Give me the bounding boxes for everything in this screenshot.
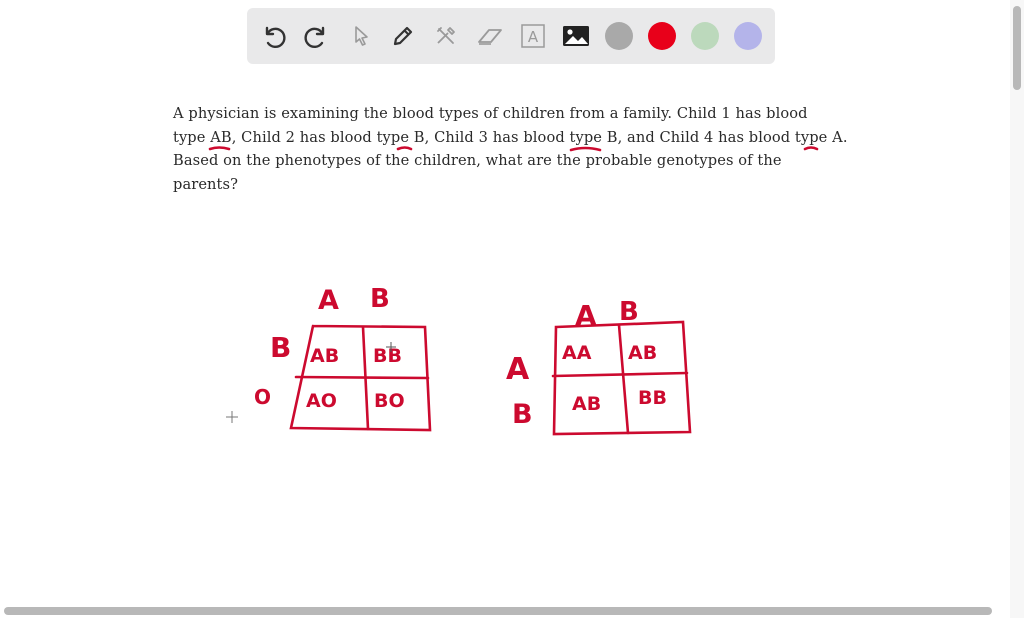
right-punnett-hline [553, 373, 687, 376]
right-side-allele-1: A [506, 352, 530, 387]
highlight-ab: AB [210, 128, 232, 146]
svg-text:A: A [527, 28, 539, 46]
left-cell-3: AO [306, 390, 337, 412]
question-line-1: A physician is examining the blood types of children from a family. Child 1 has blood [173, 105, 808, 122]
right-cell-2: AB [628, 342, 658, 364]
underline-a [805, 148, 817, 150]
underline-ab [210, 148, 229, 150]
horizontal-scrollbar-thumb[interactable] [4, 607, 992, 615]
highlight-a: A [832, 128, 843, 146]
underline-b-2 [571, 148, 600, 150]
highlight-type-b-1: type B [376, 128, 425, 146]
underline-b-1 [398, 148, 411, 150]
question-line-2: type AB, Child 2 has blood type B, Child 3 has blood type B, and Child 4 has blood type A. [173, 128, 848, 146]
left-top-allele-1: A [318, 285, 339, 316]
plus-cursor-icon [225, 410, 239, 424]
vertical-scrollbar-thumb[interactable] [1013, 6, 1021, 90]
right-cell-3: AB [572, 393, 602, 415]
left-side-allele-2: O [254, 385, 272, 409]
left-punnett-hline [296, 377, 428, 378]
question-line-3: Based on the phenotypes of the children, what are the probable genotypes of the [173, 152, 782, 169]
right-punnett-vline [619, 325, 628, 433]
right-cell-4: BB [638, 387, 667, 409]
right-side-allele-2: B [512, 399, 533, 430]
right-punnett-frame [554, 322, 690, 434]
highlight-type-b-2: type B [569, 128, 618, 146]
left-cell-4: BO [374, 390, 405, 412]
right-cell-1: AA [562, 342, 592, 364]
left-side-allele-1: B [270, 331, 292, 364]
right-top-allele-2: B [619, 297, 639, 327]
question-line-4: parents? [173, 175, 239, 193]
left-cell-2: BB [373, 345, 402, 367]
left-cell-1: AB [310, 345, 340, 367]
vertical-scrollbar[interactable] [1010, 0, 1024, 618]
left-top-allele-2: B [370, 284, 390, 314]
right-top-allele-1: A [575, 299, 597, 332]
